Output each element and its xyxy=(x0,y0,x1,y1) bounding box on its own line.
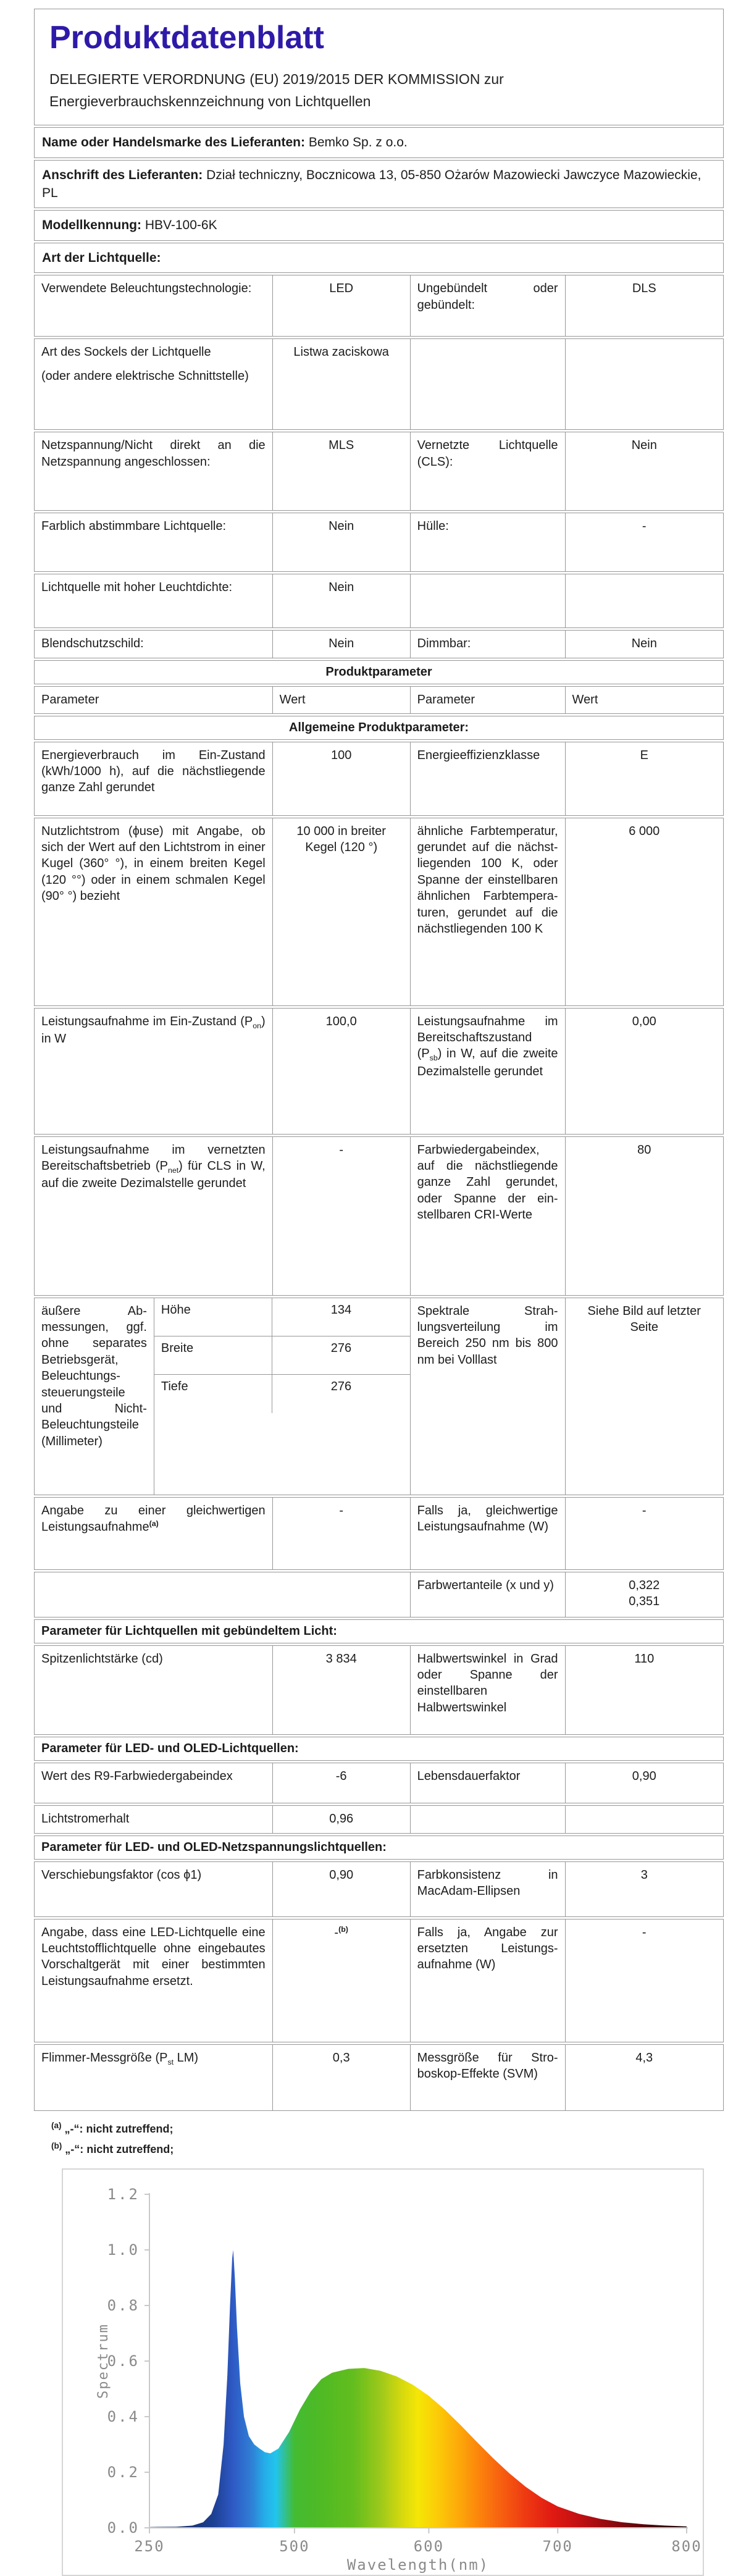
table-row xyxy=(34,1645,724,1735)
table-row xyxy=(34,1008,724,1135)
spectrum-area xyxy=(149,2250,687,2528)
dimension-value: 276 xyxy=(272,1375,409,1413)
param-label: Messgröße für Stroboskop-Effekte (SVM) xyxy=(410,2045,565,2110)
footnote-a: $^{(a)}$ „-“: nicht zutreffend; xyxy=(51,2120,174,2135)
param-label: Lichtstromerhalt xyxy=(41,1811,130,1826)
param-label: Farbkonsistenz in MacAdam-Ellipsen xyxy=(410,1862,565,1916)
section-header-led-oled: Parameter für LED- und OLED-Lichtquellen: xyxy=(34,1737,724,1761)
table-row xyxy=(34,1572,724,1617)
param-value: DLS xyxy=(565,275,723,336)
param-value: - xyxy=(565,1919,723,2042)
y-tick-label: 0.4 xyxy=(107,2407,140,2425)
param-label: Farblich abstimmbare Lichtquelle: xyxy=(41,519,227,534)
empty-cell xyxy=(35,1572,410,1617)
y-tick-label: 1.2 xyxy=(107,2185,140,2203)
param-value: 100,0 xyxy=(272,1009,410,1134)
param-value: - xyxy=(272,1498,410,1569)
param-label: Angabe, dass eine LED-Lichtquelle eine Leuchtstofflichtquelle ohne eingebautes Vorschaltgerät mit einer bestimmten Leistungsaufnahme ersetzt. xyxy=(41,1925,266,1988)
title-block xyxy=(34,9,724,125)
table-row xyxy=(34,574,724,628)
param-label xyxy=(410,574,565,627)
param-label: Farbwiedergabeindex, auf die nächstliegende ganze Zahl gerundet, oder Spanne der einstellbaren CRI-Werte xyxy=(410,1137,565,1295)
table-row xyxy=(34,1763,724,1803)
light-source-type-header: Art der Lichtquelle: xyxy=(34,243,724,273)
param-value xyxy=(565,339,723,429)
model-id-value: HBV-100-6K xyxy=(144,218,217,233)
table-row xyxy=(34,513,724,572)
param-label: Dimmbar: xyxy=(410,631,565,658)
param-value: Nein xyxy=(272,513,410,571)
product-parameters-header: Produktparameter xyxy=(34,660,724,684)
param-label: Leistungsaufnahme im Ein-Zustand $(P_{on})$ in W xyxy=(41,1014,266,1046)
supplier-address-label: Anschrift des Lieferanten: xyxy=(42,167,203,182)
param-label: Lebensdauerfaktor xyxy=(410,1763,565,1803)
model-id-row xyxy=(34,210,724,240)
column-header: Parameter xyxy=(410,687,565,713)
column-header: Parameter xyxy=(41,693,99,707)
param-label: ähnliche Farbtemperatur, gerundet auf die nächstliegenden 100 K, oder Spanne der einstellbaren ähnlichen Farbtemperaturen, gerundet auf die nächstliegenden 100 K xyxy=(410,818,565,1005)
y-tick-label: 0.6 xyxy=(107,2352,140,2370)
table-row xyxy=(34,2044,724,2111)
param-label: Verwendete Beleuchtungstechnologie: xyxy=(41,282,252,296)
supplier-name-row xyxy=(34,127,724,157)
general-parameters-header: Allgemeine Produktparameter: xyxy=(34,716,724,740)
y-axis-title: Spectrum xyxy=(96,2323,111,2399)
supplier-name-label: Name oder Handelsmarke des Lieferanten: xyxy=(42,135,305,150)
param-value: Nein xyxy=(565,631,723,658)
param-value: Nein xyxy=(565,432,723,510)
spectrum-svg xyxy=(63,2170,703,2575)
x-tick-label: 250 xyxy=(134,2537,165,2555)
table-row xyxy=(34,1136,724,1296)
param-value: -6 xyxy=(272,1763,410,1803)
param-label xyxy=(410,1806,565,1833)
table-row xyxy=(34,1497,724,1570)
param-value: - xyxy=(565,513,723,571)
param-value: 0,96 xyxy=(272,1806,410,1833)
param-value: MLS xyxy=(272,432,410,510)
y-tick-label: 0.2 xyxy=(107,2463,140,2481)
table-row xyxy=(34,630,724,658)
section-header-directional: Parameter für Lichtquellen mit gebündeltem Licht: xyxy=(34,1619,724,1643)
param-label: Wert des R9-Farbwiedergabeindex xyxy=(41,1769,233,1783)
param-value: 4,3 xyxy=(565,2045,723,2110)
dimensions-subtable xyxy=(154,1298,410,1495)
param-label: Verschiebungsfaktor (cos ϕ1) xyxy=(41,1868,202,1882)
supplier-address-value: Dział techniczny, Bocznicowa 13, 05-850 Ożarów Mazowiecki Jawczyce Mazowieckie, PL xyxy=(42,167,701,201)
param-label: Lichtquelle mit hoher Leuchtdichte: xyxy=(41,581,233,595)
param-value: - xyxy=(565,1498,723,1569)
param-value: Listwa zaciskowa xyxy=(272,339,410,429)
y-tick-label: 0.8 xyxy=(107,2296,140,2314)
param-value: 110 xyxy=(565,1646,723,1734)
table-row xyxy=(34,275,724,337)
table-row xyxy=(34,742,724,816)
param-label: Energieverbrauch im Ein-Zustand (kWh/1000 h), auf die nächstliegende ganze Zahl gerundet xyxy=(41,748,266,795)
datasheet-page xyxy=(34,9,724,2576)
table-row xyxy=(34,1919,724,2042)
param-value: Nein xyxy=(272,574,410,627)
param-label: Falls ja, gleichwertige Leistungsaufnahme (W) xyxy=(410,1498,565,1569)
dimensions-label: äußere Abmessungen, ggf. ohne separates Betriebsgerät, Beleuchtungssteuerungsteile und Nicht-Beleuchtungsteile (Millimeter) xyxy=(41,1304,147,1448)
param-value: 0,90 xyxy=(565,1763,723,1803)
param-value: 0,00 xyxy=(565,1009,723,1134)
param-label: Ungebündelt oder gebündelt: xyxy=(410,275,565,336)
param-label: Falls ja, Angabe zur ersetzten Leistungsaufnahme (W) xyxy=(410,1919,565,2042)
param-value: 100 xyxy=(272,742,410,815)
dimensions-row xyxy=(34,1298,724,1495)
param-label: Hülle: xyxy=(410,513,565,571)
dimension-value: 134 xyxy=(272,1298,409,1336)
footnotes xyxy=(51,2121,724,2156)
param-label: Farbwertanteile (x und y) xyxy=(410,1572,565,1617)
param-label xyxy=(410,339,565,429)
param-value: 10 000 in breiter Kegel (120 °) xyxy=(272,818,410,1005)
x-tick-label: 500 xyxy=(279,2537,310,2555)
param-label: Leistungsaufnahme im Bereitschaftszustand $(P_{sb})$ in W, auf die zweite Dezimalstelle gerundet xyxy=(410,1009,565,1134)
param-value: 6 000 xyxy=(565,818,723,1005)
table-row xyxy=(34,432,724,511)
supplier-address-row xyxy=(34,160,724,209)
dimension-depth-row xyxy=(154,1375,410,1413)
param-label: Halbwertswinkel in Grad oder Spanne der einstellbaren Halbwertswinkel xyxy=(410,1646,565,1734)
param-value xyxy=(565,574,723,627)
regulation-line-2: Energieverbrauchskennzeichnung von Lichtquellen xyxy=(49,93,371,109)
param-value: 0,90 xyxy=(272,1862,410,1916)
param-label: Art des Sockels der Lichtquelle (oder andere elektrische Schnittstelle) xyxy=(41,345,249,383)
param-value: - xyxy=(272,1137,410,1295)
param-value: -$^{(b)}$ xyxy=(272,1919,410,2042)
spectral-distribution-chart xyxy=(62,2168,704,2576)
dimension-width-row xyxy=(154,1336,410,1375)
param-label: Energieeffizienzklasse xyxy=(410,742,565,815)
param-value: Nein xyxy=(272,631,410,658)
param-label: Leistungsaufnahme im vernetzten Bereitschaftsbetrieb $(P_{net})$ für CLS in W, auf die zweite Dezimalstelle gerundet xyxy=(41,1143,266,1191)
y-tick-label: 1.0 xyxy=(107,2241,140,2259)
x-tick-label: 800 xyxy=(671,2537,702,2555)
dimension-label: Tiefe xyxy=(161,1379,188,1393)
param-value: Siehe Bild auf letzter Seite xyxy=(565,1298,723,1495)
dimension-height-row xyxy=(154,1298,410,1336)
param-label: Flimmer-Messgröße ($P_{st}$ LM) xyxy=(41,2050,199,2066)
param-label: Netzspannung/Nicht direkt an die Netzspannung angeschlossen: xyxy=(41,438,266,469)
dimension-label: Breite xyxy=(161,1341,194,1355)
param-value: 80 xyxy=(565,1137,723,1295)
dimension-label: Höhe xyxy=(161,1303,191,1317)
param-value: 3 xyxy=(565,1862,723,1916)
param-value: LED xyxy=(272,275,410,336)
model-id-label: Modellkennung: xyxy=(42,218,141,233)
param-label: Nutzlichtstrom (ϕuse) mit Angabe, ob sich der Wert auf den Lichtstrom in einer Kugel (360° °), in einem breiten Kegel (120 °°) oder in einem schmalen Kegel (90° °) bezieht xyxy=(41,824,266,904)
column-header-row xyxy=(34,686,724,713)
y-tick-label: 0.0 xyxy=(107,2519,140,2536)
supplier-name-value: Bemko Sp. z o.o. xyxy=(308,135,408,150)
param-label: Spektrale Strahlungsverteilung im Bereich 250 nm bis 800 nm bei Volllast xyxy=(410,1298,565,1495)
dimension-value: 276 xyxy=(272,1336,409,1374)
table-row xyxy=(34,818,724,1006)
param-value: 0,322 0,351 xyxy=(565,1572,723,1617)
param-label: Spitzenlichtstärke (cd) xyxy=(41,1651,163,1666)
column-header: Wert xyxy=(272,687,410,713)
table-row xyxy=(34,1805,724,1834)
param-value: E xyxy=(565,742,723,815)
regulation-line-1: DELEGIERTE VERORDNUNG (EU) 2019/2015 DER KOMMISSION zur xyxy=(49,71,504,87)
param-label: Angabe zu einer gleichwertigen Leistungsaufnahme$^{(a)}$ xyxy=(41,1503,266,1534)
column-header: Wert xyxy=(565,687,723,713)
param-label: Blendschutzschild: xyxy=(41,637,144,651)
param-value xyxy=(565,1806,723,1833)
param-value: 3 834 xyxy=(272,1646,410,1734)
section-header-mains-led: Parameter für LED- und OLED-Netzspannungslichtquellen: xyxy=(34,1836,724,1860)
x-tick-label: 600 xyxy=(413,2537,445,2555)
x-axis-title: Wavelength(nm) xyxy=(346,2556,490,2574)
table-row xyxy=(34,1861,724,1917)
page-title: Produktdatenblatt xyxy=(49,20,324,56)
param-label: Vernetzte Lichtquelle (CLS): xyxy=(410,432,565,510)
table-row xyxy=(34,338,724,430)
footnote-b: $^{(b)}$ „-“: nicht zutreffend; xyxy=(51,2141,174,2155)
x-tick-label: 700 xyxy=(542,2537,573,2555)
param-value: 0,3 xyxy=(272,2045,410,2110)
